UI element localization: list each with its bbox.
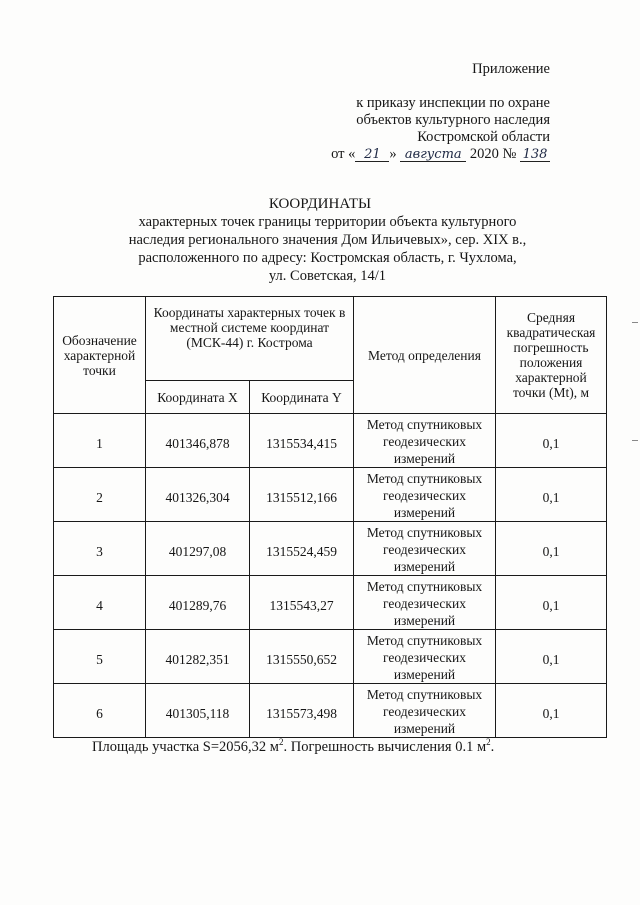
header-coordinates: Координаты характерных точек в местной системе координат (МСК-44) г. Кострома — [146, 297, 354, 381]
handwritten-month: августа — [400, 148, 466, 162]
method-value: Метод спутниковых геодезических измерений — [354, 630, 496, 684]
order-date-line — [250, 146, 550, 163]
point-number: 3 — [54, 522, 146, 576]
point-number: 5 — [54, 630, 146, 684]
subtitle-line-1: характерных точек границы территории объекта культурного — [138, 214, 517, 230]
coordinate-y-value: 1315550,652 — [250, 630, 354, 684]
table-row — [54, 468, 607, 522]
mean-error-value: 0,1 — [496, 684, 607, 738]
header-coordinate-y: Координата Y — [250, 381, 354, 414]
method-value: Метод спутниковых геодезических измерений — [354, 468, 496, 522]
header-coordinate-x: Координата X — [146, 381, 250, 414]
point-number: 4 — [54, 576, 146, 630]
handwritten-day: 21 — [355, 148, 389, 162]
table-row — [54, 576, 607, 630]
order-line-1: к приказу инспекции по охране — [356, 95, 550, 111]
scan-edge-mark — [632, 322, 638, 323]
method-value: Метод спутниковых геодезических измерений — [354, 522, 496, 576]
appendix-label: Приложение — [472, 61, 550, 77]
method-value: Метод спутниковых геодезических измерений — [354, 576, 496, 630]
date-prefix: от « — [331, 146, 356, 162]
coordinate-y-value: 1315573,498 — [250, 684, 354, 738]
table-row — [54, 684, 607, 738]
table-row — [54, 414, 607, 468]
point-number: 6 — [54, 684, 146, 738]
coordinate-x-value: 401297,08 — [146, 522, 250, 576]
coordinate-y-value: 1315512,166 — [250, 468, 354, 522]
mean-error-value: 0,1 — [496, 576, 607, 630]
order-reference — [250, 95, 550, 163]
method-value: Метод спутниковых геодезических измерений — [354, 414, 496, 468]
table-row — [54, 522, 607, 576]
document-heading: КООРДИНАТЫ — [268, 196, 372, 212]
mean-error-value: 0,1 — [496, 522, 607, 576]
point-number: 2 — [54, 468, 146, 522]
method-value: Метод спутниковых геодезических измерений — [354, 684, 496, 738]
mean-error-value: 0,1 — [496, 630, 607, 684]
table-row — [54, 630, 607, 684]
subtitle-line-4: ул. Советская, 14/1 — [268, 268, 387, 284]
coordinate-x-value: 401289,76 — [146, 576, 250, 630]
header-mean-error: Средняя квадратическая погрешность положения характерной точки (Mt), м — [496, 297, 607, 414]
order-line-3: Костромской области — [417, 129, 550, 145]
header-method: Метод определения — [354, 297, 496, 414]
coordinate-y-value: 1315543,27 — [250, 576, 354, 630]
mean-error-value: 0,1 — [496, 414, 607, 468]
subtitle-line-3: расположенного по адресу: Костромская область, г. Чухлома, — [138, 250, 517, 266]
order-line-2: объектов культурного наследия — [356, 112, 550, 128]
handwritten-number: 138 — [520, 148, 550, 162]
coordinate-y-value: 1315524,459 — [250, 522, 354, 576]
date-mid: » — [389, 146, 397, 162]
point-number: 1 — [54, 414, 146, 468]
coordinate-y-value: 1315534,415 — [250, 414, 354, 468]
coordinate-x-value: 401326,304 — [146, 468, 250, 522]
error-label: . Погрешность вычисления 0.1 м — [283, 738, 487, 755]
statement-end: . — [490, 738, 495, 755]
document-subtitle — [60, 213, 595, 285]
mean-error-value: 0,1 — [496, 468, 607, 522]
date-year: 2020 № — [469, 146, 517, 162]
coordinate-x-value: 401305,118 — [146, 684, 250, 738]
header-point-designation: Обозначение характерной точки — [54, 297, 146, 414]
subtitle-line-2: наследия регионального значения Дом Ильичевых», сер. XIX в., — [128, 232, 527, 248]
area-label: Площадь участка S=2056,32 м — [92, 738, 279, 755]
scan-edge-mark — [632, 440, 638, 441]
coordinate-x-value: 401346,878 — [146, 414, 250, 468]
area-statement — [92, 737, 612, 756]
area-exponent: 2 — [278, 737, 284, 747]
error-exponent: 2 — [486, 737, 491, 747]
coordinate-x-value: 401282,351 — [146, 630, 250, 684]
coordinates-table — [53, 296, 607, 738]
